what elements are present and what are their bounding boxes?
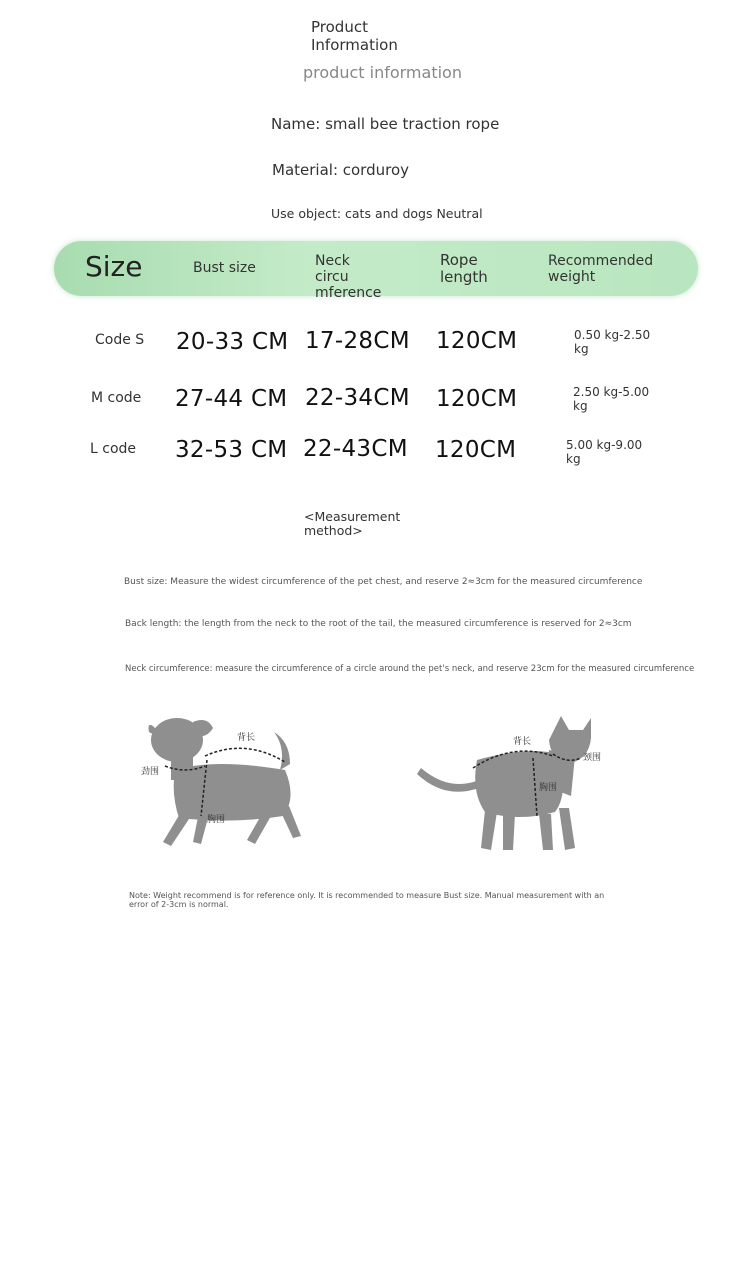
row-m-code: M code bbox=[91, 390, 142, 406]
row-s-neck: 17-28CM bbox=[305, 328, 410, 354]
row-l-rope: 120CM bbox=[435, 437, 517, 463]
cat-back-label: 背长 bbox=[513, 737, 532, 747]
product-name: Name: small bee traction rope bbox=[271, 115, 500, 133]
row-m-weight: 2.50 kg-5.00 kg bbox=[573, 385, 650, 413]
row-s-code: Code S bbox=[95, 332, 145, 348]
note-back-length: Back length: the length from the neck to the root of the tail, the measured circumference is reserved for 2≈3cm bbox=[125, 619, 632, 629]
cat-chest-label: 胸围 bbox=[539, 783, 558, 793]
row-l-code: L code bbox=[90, 441, 137, 457]
cat-measurement-diagram bbox=[415, 710, 610, 858]
row-m-rope: 120CM bbox=[436, 386, 518, 412]
weight-footnote: Note: Weight recommend is for reference only. It is recommended to measure Bust size. Manual measurement with an error of 2-3cm is normal. bbox=[129, 891, 605, 909]
measurement-title: <Measurement method> bbox=[304, 509, 401, 538]
row-s-bust: 20-33 CM bbox=[176, 329, 289, 355]
row-m-bust: 27-44 CM bbox=[175, 386, 288, 412]
cat-silhouette-icon bbox=[417, 716, 591, 850]
row-s-weight: 0.50 kg-2.50 kg bbox=[574, 328, 651, 356]
row-l-bust: 32-53 CM bbox=[175, 437, 288, 463]
dog-silhouette-icon bbox=[149, 718, 302, 846]
row-m-neck: 22-34CM bbox=[305, 385, 410, 411]
product-use-object: Use object: cats and dogs Neutral bbox=[271, 206, 483, 221]
header-recommended-weight: Recommended weight bbox=[548, 253, 654, 285]
page-title: Product Information bbox=[311, 18, 398, 54]
header-neck-circumference: Neck circu mference bbox=[315, 253, 382, 301]
row-s-rope: 120CM bbox=[436, 328, 518, 354]
page-subtitle: product information bbox=[303, 63, 462, 82]
dog-chest-label: 胸围 bbox=[207, 815, 226, 825]
row-l-neck: 22-43CM bbox=[303, 436, 408, 462]
header-bust-size: Bust size bbox=[193, 260, 256, 276]
header-rope-length: Rope length bbox=[440, 251, 488, 286]
product-material: Material: corduroy bbox=[272, 161, 410, 179]
row-l-weight: 5.00 kg-9.00 kg bbox=[566, 438, 643, 466]
dog-measurement-diagram bbox=[135, 712, 315, 857]
header-size: Size bbox=[85, 250, 143, 283]
dog-back-label: 背长 bbox=[237, 733, 256, 743]
note-bust-size: Bust size: Measure the widest circumference of the pet chest, and reserve 2≈3cm for the measured circumference bbox=[124, 577, 643, 587]
dog-neck-label: 劲围 bbox=[141, 767, 160, 777]
cat-neck-label: 颈围 bbox=[583, 753, 602, 763]
note-neck-circumference: Neck circumference: measure the circumference of a circle around the pet's neck, and reserve 23cm for the measured circumference bbox=[125, 664, 695, 674]
